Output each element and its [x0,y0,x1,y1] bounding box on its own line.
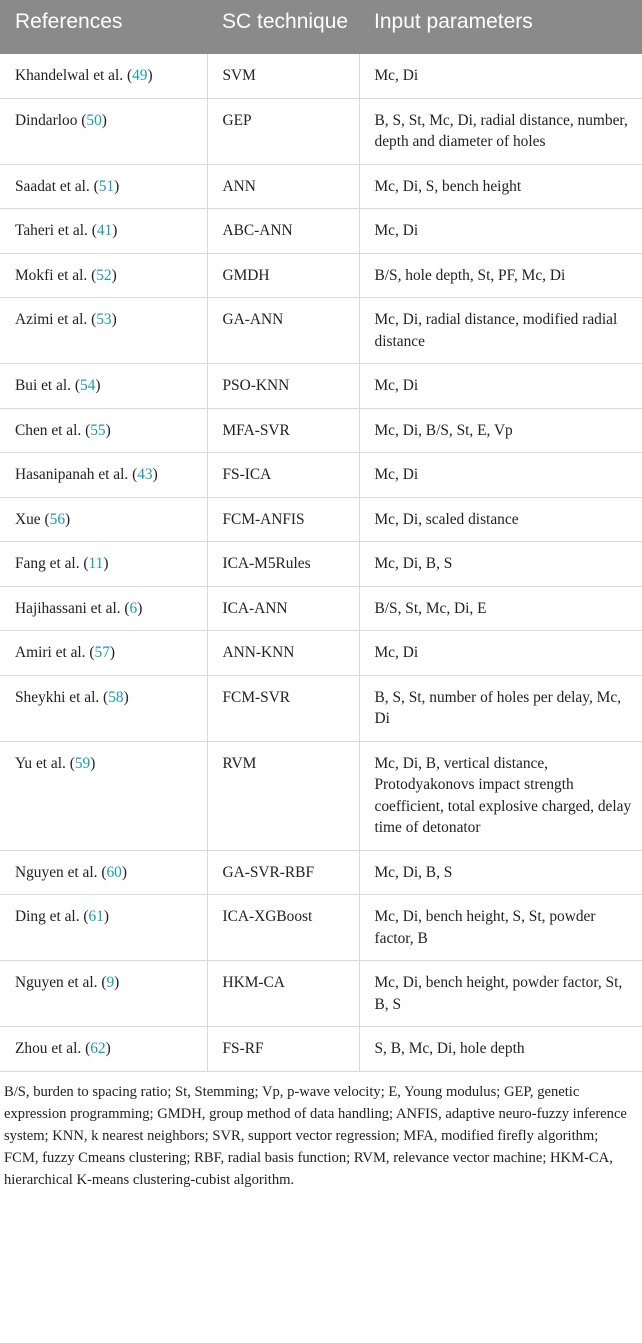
technique-cell: ICA-M5Rules [207,542,359,587]
header-references: References [0,0,207,54]
reference-cell [0,542,207,587]
technique-cell: ANN-KNN [207,631,359,676]
technique-cell: GA-ANN [207,298,359,364]
reference-text-end: ) [112,222,118,239]
input-parameters-cell: Mc, Di, B, S [359,542,642,587]
table-row [0,453,642,498]
reference-text: Azimi et al. ( [15,311,97,328]
citation-link[interactable]: 60 [106,863,122,881]
reference-cell [0,408,207,453]
input-parameters-cell: Mc, Di, B, S [359,850,642,895]
reference-text-end: ) [114,177,120,195]
technique-cell: MFA-SVR [207,408,359,453]
citation-link[interactable]: 43 [137,466,153,483]
reference-text-end: ) [103,908,110,925]
reference-text-end: ) [152,466,158,483]
reference-text-end: ) [65,510,71,528]
input-parameters-cell: B/S, St, Mc, Di, E [359,586,642,631]
table-footnote: B/S, burden to spacing ratio; St, Stemming; Vp, p-wave velocity; E, Young modulus; GEP, genetic expression programming; GMDH, group method of data handling; ANFIS, adaptive neuro-fuzzy inference system; KNN, k nearest neighbors; SVR, support vector regression; MFA, modified firefly algorithm; FCM, fuzzy Cmeans clustering; RBF, radial basis function; RVM, relevance vector machine; HKM-CA, hierarchical K-means clustering-cubist algorithm. [4,1083,627,1188]
reference-text: Sheykhi et al. ( [15,688,109,706]
technique-cell: GA-SVR-RBF [207,850,359,895]
reference-text: Fang et al. ( [15,555,89,572]
reference-text: Dindarloo ( [15,111,87,129]
reference-text-end: ) [95,377,101,394]
citation-link[interactable]: 52 [96,266,112,284]
reference-text-end: ) [137,599,143,617]
table-row [0,961,642,1027]
reference-cell [0,54,207,98]
citation-link[interactable]: 55 [90,421,106,439]
table-row [0,850,642,895]
table-row [0,98,642,164]
reference-text-end: ) [109,644,116,661]
reference-text-end: ) [101,111,107,129]
reference-text: Bui et al. ( [15,377,80,394]
header-row [0,0,642,54]
reference-text: Zhou et al. ( [15,1040,91,1057]
citation-link[interactable]: 58 [108,688,124,706]
citation-link[interactable]: 54 [79,377,96,394]
reference-text: Yu et al. ( [15,754,75,772]
technique-cell: ABC-ANN [207,209,359,254]
header-input-parameters: Input parameters [359,0,642,54]
reference-cell [0,631,207,676]
citation-link[interactable]: 51 [98,177,115,195]
input-parameters-cell: B, S, St, number of holes per delay, Mc, Di [359,675,642,741]
reference-text: Amiri et al. ( [15,644,95,661]
technique-cell: HKM-CA [207,961,359,1027]
reference-cell [0,209,207,254]
citation-link[interactable]: 62 [90,1040,106,1057]
reference-text-end: ) [147,67,153,84]
reference-text: Xue ( [15,510,50,528]
input-parameters-cell: B, S, St, Mc, Di, radial distance, number, depth and diameter of holes [359,98,642,164]
technique-cell: GEP [207,98,359,164]
citation-link[interactable]: 9 [106,974,115,991]
citation-link[interactable]: 6 [129,599,138,617]
table-row [0,741,642,850]
technique-cell: ICA-ANN [207,586,359,631]
reference-cell [0,253,207,298]
reference-cell [0,741,207,850]
reference-text: Mokfi et al. ( [15,266,97,284]
citation-link[interactable]: 49 [132,67,148,84]
citation-link[interactable]: 50 [86,111,102,129]
reference-text: Nguyen et al. ( [15,863,107,881]
table-row [0,497,642,542]
reference-cell [0,961,207,1027]
table-row [0,298,642,364]
reference-text-end: ) [111,311,117,328]
reference-text: Taheri et al. ( [15,222,97,239]
reference-text: Hasanipanah et al. ( [15,466,138,483]
reference-cell [0,497,207,542]
reference-cell [0,298,207,364]
reference-text-end: ) [123,688,129,706]
reference-text-end: ) [121,863,127,881]
citation-link[interactable]: 57 [94,644,110,661]
input-parameters-cell: Mc, Di, bench height, S, St, powder factor, B [359,895,642,961]
technique-cell: GMDH [207,253,359,298]
table-row [0,54,642,98]
reference-text: Ding et al. ( [15,908,89,925]
table-row [0,164,642,209]
reference-text-end: ) [103,555,109,572]
table-row [0,895,642,961]
table-row [0,542,642,587]
input-parameters-cell: Mc, Di, scaled distance [359,497,642,542]
technique-cell: FCM-ANFIS [207,497,359,542]
reference-text-end: ) [105,421,111,439]
table-row [0,364,642,409]
technique-cell: SVM [207,54,359,98]
table-row [0,675,642,741]
reference-cell [0,98,207,164]
citation-link[interactable]: 11 [88,555,104,572]
reference-text: Chen et al. ( [15,421,91,439]
input-parameters-cell: Mc, Di [359,631,642,676]
table-row [0,253,642,298]
technique-cell: FS-ICA [207,453,359,498]
table-row [0,408,642,453]
input-parameters-cell: Mc, Di, B, vertical distance, Protodyakonovs impact strength coefficient, total explosive charged, delay time of detonator [359,741,642,850]
technique-cell: PSO-KNN [207,364,359,409]
citation-link[interactable]: 41 [96,222,113,239]
reference-cell [0,164,207,209]
reference-text-end: ) [114,974,120,991]
table-row [0,631,642,676]
table-body [0,54,642,1071]
technique-cell: ANN [207,164,359,209]
reference-cell [0,364,207,409]
technique-cell: ICA-XGBoost [207,895,359,961]
input-parameters-cell: B/S, hole depth, St, PF, Mc, Di [359,253,642,298]
input-parameters-cell: Mc, Di [359,54,642,98]
reference-cell [0,675,207,741]
citation-link[interactable]: 61 [88,908,104,925]
reference-cell [0,850,207,895]
citation-link[interactable]: 59 [74,754,91,772]
technique-cell: FCM-SVR [207,675,359,741]
input-parameters-cell: Mc, Di, radial distance, modified radial distance [359,298,642,364]
input-parameters-cell: Mc, Di [359,364,642,409]
reference-text: Hajihassani et al. ( [15,599,130,617]
technique-cell: FS-RF [207,1027,359,1072]
input-parameters-cell: S, B, Mc, Di, hole depth [359,1027,642,1072]
table-row [0,586,642,631]
table-row [0,1027,642,1072]
input-parameters-cell: Mc, Di [359,453,642,498]
reference-cell [0,586,207,631]
table-header [0,0,642,54]
reference-text: Saadat et al. ( [15,177,99,195]
reference-text-end: ) [90,754,96,772]
input-parameters-cell: Mc, Di, S, bench height [359,164,642,209]
header-sc-technique: SC technique [207,0,359,54]
reference-cell [0,895,207,961]
input-parameters-cell: Mc, Di, B/S, St, E, Vp [359,408,642,453]
citation-link[interactable]: 53 [96,311,112,328]
reference-text: Nguyen et al. ( [15,974,107,991]
technique-cell: RVM [207,741,359,850]
citation-link[interactable]: 56 [49,510,66,528]
reference-cell [0,453,207,498]
reference-text: Khandelwal et al. ( [15,67,133,84]
reference-text-end: ) [105,1040,111,1057]
reference-text-end: ) [111,266,117,284]
input-parameters-cell: Mc, Di, bench height, powder factor, St, B, S [359,961,642,1027]
table-row [0,209,642,254]
input-parameters-cell: Mc, Di [359,209,642,254]
reference-cell [0,1027,207,1072]
